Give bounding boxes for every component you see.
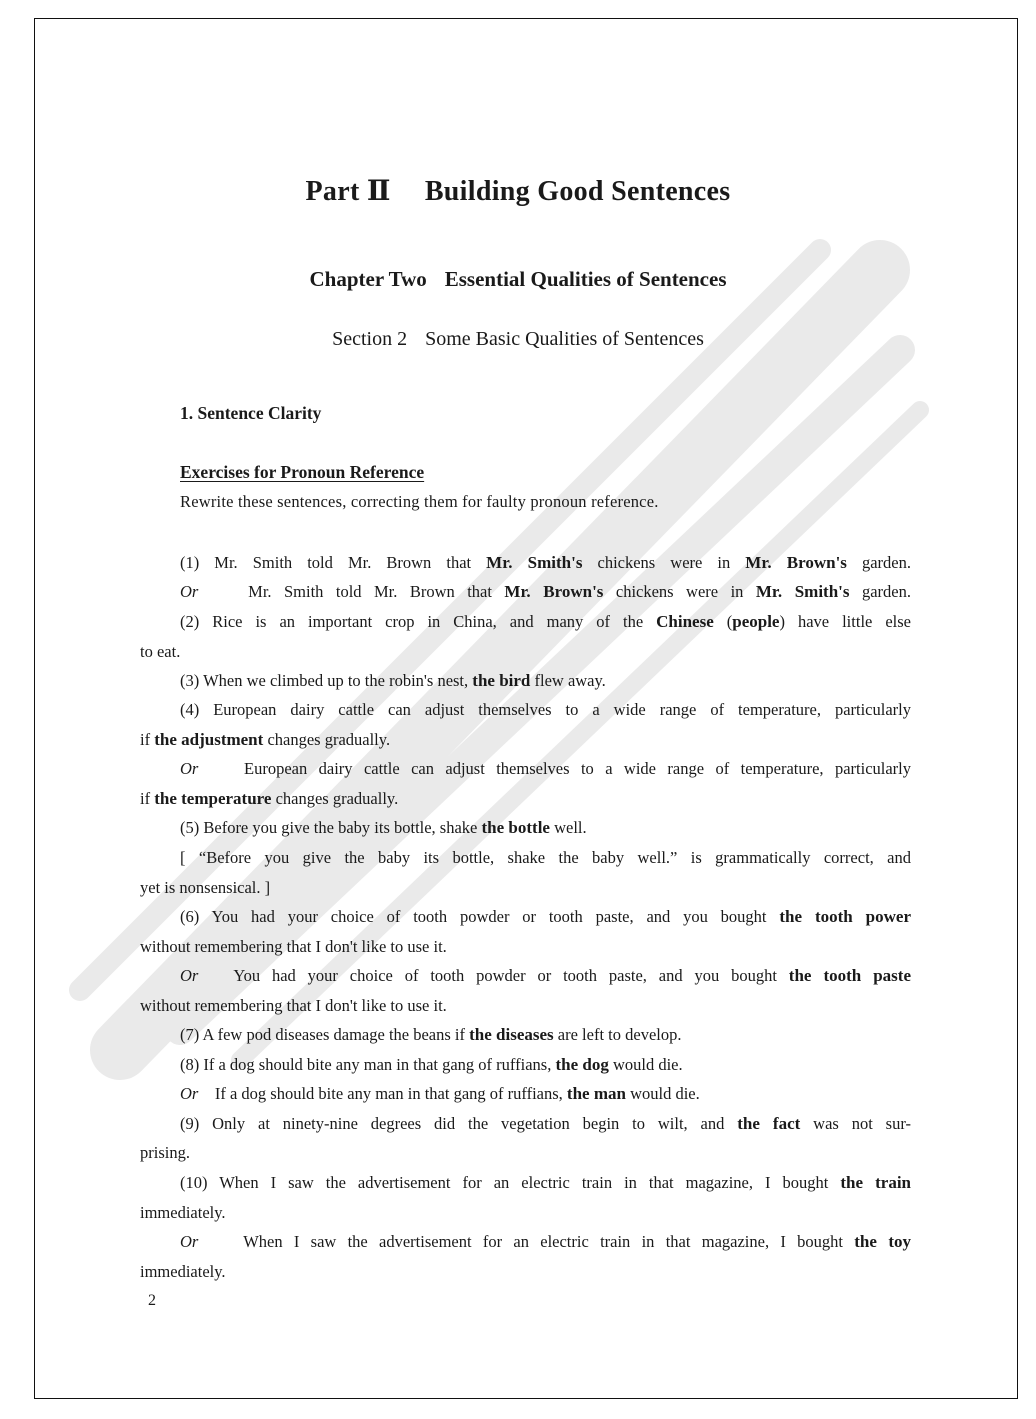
exercise-line-18: (8) If a dog should bite any man in that gang of ruffians, the dog would die. [180,1055,683,1074]
exercise-line-20: (9) Only at ninety-nine degrees did the vegetation begin to wilt, and the fact was not sur- [180,1114,911,1133]
page-number: 2 [148,1292,156,1309]
part-label: Part [305,176,360,207]
subheading: 1. Sentence Clarity [180,403,322,423]
exercise-line-21: prising. [140,1143,190,1162]
section-title [0,328,1036,351]
instruction: Rewrite these sentences, correcting them for faulty pronoun reference. [180,492,659,511]
exercise-line-13: (6) You had your choice of tooth powder or tooth paste, and you bought the tooth power [180,907,911,926]
exercise-line-23: immediately. [140,1203,226,1222]
exercise-line-7: if the adjustment changes gradually. [140,730,391,749]
exercise-line-6: (4) European dairy cattle can adjust themselves to a wide range of temperature, particularly [180,700,911,719]
exercise-line-17: (7) A few pod diseases damage the beans if the diseases are left to develop. [180,1025,682,1044]
exercise-line-1: (1) Mr. Smith told Mr. Brown that Mr. Smith's chickens were in Mr. Brown's garden. [180,553,911,572]
chapter-title [0,267,1036,292]
exercise-line-25: immediately. [140,1262,226,1281]
part-title-text: Building Good Sentences [424,176,731,207]
chapter-title-text: Essential Qualities of Sentences [444,267,727,291]
exercise-line-24: Or When I saw the advertisement for an electric train in that magazine, I bought the toy [180,1232,911,1251]
exercise-line-9: if the temperature changes gradually. [140,789,399,808]
exercise-line-4: to eat. [140,642,181,661]
exercise-line-14: without remembering that I don't like to use it. [140,937,447,956]
part-title [0,174,1036,208]
section-title-text: Some Basic Qualities of Sentences [425,328,704,350]
exercise-line-11: [ “Before you give the baby its bottle, shake the baby well.” is grammatically correct, and [180,848,911,867]
exercise-line-12: yet is nonsensical. ] [140,878,271,897]
chapter-label: Chapter Two [309,267,427,291]
exercise-line-15: Or You had your choice of tooth powder or tooth paste, and you bought the tooth paste [180,966,912,985]
exercise-line-22: (10) When I saw the advertisement for an electric train in that magazine, I bought the train [180,1173,912,1192]
exercise-line-2: Or Mr. Smith told Mr. Brown that Mr. Brown's chickens were in Mr. Smith's garden. [180,582,911,601]
exercise-line-19: Or If a dog should bite any man in that gang of ruffians, the man would die. [180,1084,700,1103]
exercise-heading: Exercises for Pronoun Reference [180,462,425,482]
exercise-line-3: (2) Rice is an important crop in China, and many of the Chinese (people) have little else [180,612,911,631]
exercise-line-16: without remembering that I don't like to use it. [140,996,447,1015]
exercise-line-8: Or European dairy cattle can adjust themselves to a wide range of temperature, particularly [180,759,912,778]
exercise-line-10: (5) Before you give the baby its bottle, shake the bottle well. [180,818,587,837]
exercise-line-5: (3) When we climbed up to the robin's nest, the bird flew away. [180,671,606,690]
part-numeral: Ⅱ [366,176,391,207]
section-label: Section 2 [332,328,408,350]
